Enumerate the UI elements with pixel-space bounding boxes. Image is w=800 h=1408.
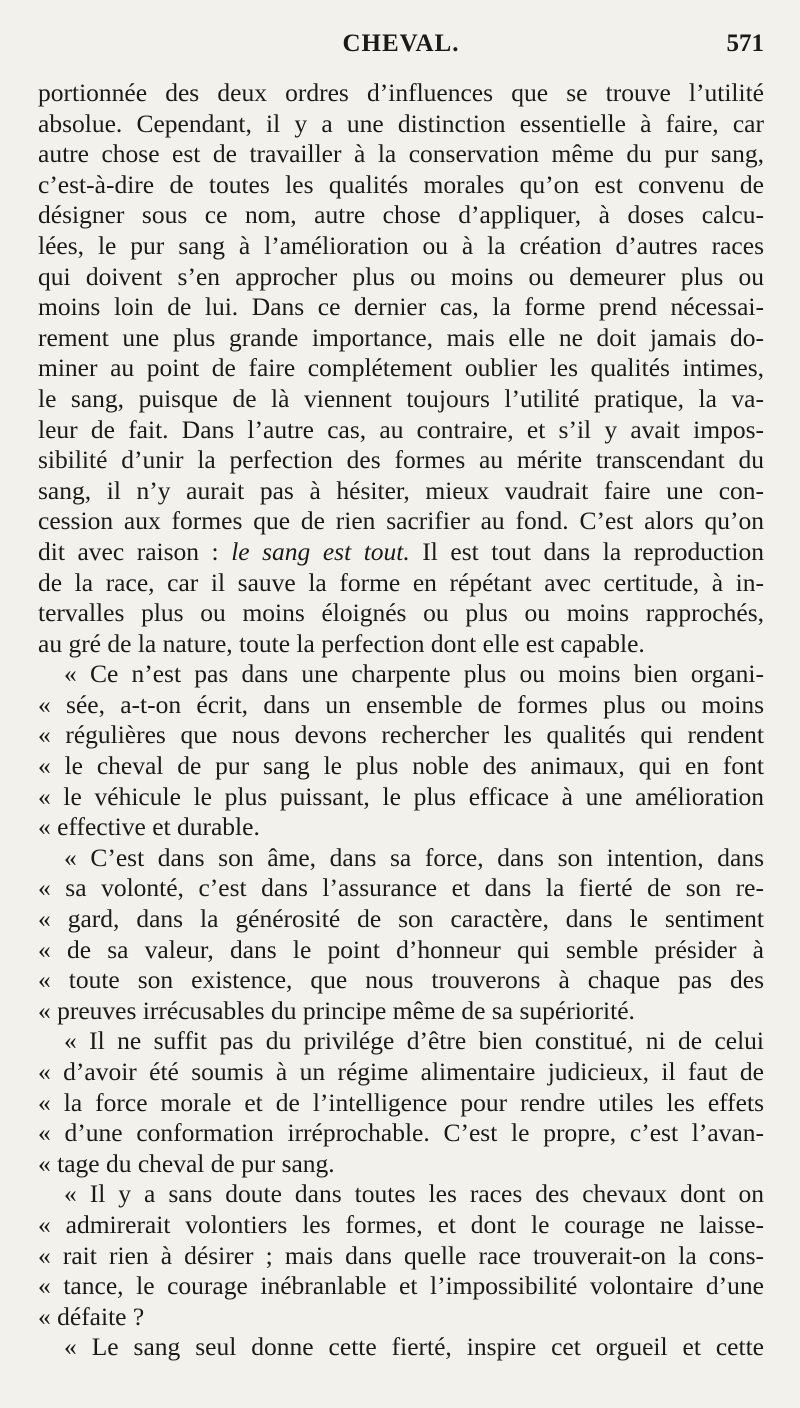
text-line: le sang, puisque de là viennent toujours l’utilité pratique, la va-	[38, 383, 764, 413]
text-line: sang, il n’y aurait pas à hésiter, mieux vaudrait faire une con-	[38, 475, 764, 505]
text-line: « sa volonté, c’est dans l’assurance et dans la fierté de son re-	[38, 873, 764, 903]
page-number: 571	[726, 30, 764, 57]
text-line: « Il y a sans doute dans toutes les races des chevaux dont on	[64, 1179, 764, 1209]
text-line: « le véhicule le plus puissant, le plus efficace à une amélioration	[38, 781, 764, 811]
text-line: « effective et durable.	[38, 812, 260, 842]
text-line: « Le sang seul donne cette fierté, inspire cet orgueil et cette	[64, 1332, 764, 1362]
text-line: moins loin de lui. Dans ce dernier cas, la forme prend nécessai-	[38, 292, 764, 322]
text-line: « de sa valeur, dans le point d’honneur qui semble présider à	[38, 934, 764, 964]
running-header	[38, 30, 764, 64]
text-line: « rait rien à désirer ; mais dans quelle race trouverait-on la cons-	[38, 1240, 764, 1270]
text-line: portionnée des deux ordres d’influences que se trouve l’utilité	[38, 78, 764, 107]
text-line: rement une plus grande importance, mais elle ne doit jamais do-	[38, 322, 764, 352]
text-line: autre chose est de travailler à la conservation même du pur sang,	[38, 139, 764, 169]
text-line: « sée, a-t-on écrit, dans un ensemble de formes plus ou moins	[38, 689, 764, 719]
text-line: cession aux formes que de rien sacrifier au fond. C’est alors qu’on	[38, 506, 764, 536]
text-segment: dit avec raison :	[38, 536, 232, 566]
text-line: « tance, le courage inébranlable et l’impossibilité volontaire d’une	[38, 1271, 764, 1301]
text-line: « Il ne suffit pas du privilége d’être bien constitué, ni de celui	[64, 1026, 764, 1056]
text-line: désigner sous ce nom, autre chose d’appliquer, à doses calcu-	[38, 200, 764, 230]
text-line: « preuves irrécusables du principe même de sa supériorité.	[38, 995, 635, 1025]
text-line: miner au point de faire complétement oublier les qualités intimes,	[38, 353, 764, 383]
text-line: leur de fait. Dans l’autre cas, au contraire, et s’il y avait impos-	[38, 414, 764, 444]
text-line: lées, le pur sang à l’amélioration ou à la création d’autres races	[38, 230, 764, 260]
text-line	[38, 537, 764, 568]
text-line: qui doivent s’en approcher plus ou moins ou demeurer plus ou	[38, 261, 764, 291]
text-line: tervalles plus ou moins éloignés ou plus ou moins rapprochés,	[38, 598, 764, 628]
text-line: « C’est dans son âme, dans sa force, dans son intention, dans	[64, 842, 764, 872]
text-line: « défaite ?	[38, 1301, 145, 1331]
text-line: « d’une conformation irréprochable. C’est le propre, c’est l’avan-	[38, 1118, 764, 1148]
text-line: au gré de la nature, toute la perfection dont elle est capable.	[38, 628, 645, 658]
text-line: « régulières que nous devons rechercher les qualités qui rendent	[38, 720, 764, 750]
text-line: « le cheval de pur sang le plus noble des animaux, qui en font	[38, 751, 764, 781]
text-segment: Il est tout dans la reproduction	[409, 536, 765, 566]
italic-phrase: le sang est tout.	[231, 536, 410, 566]
running-title: CHEVAL.	[342, 30, 460, 57]
text-line: « la force morale et de l’intelligence pour rendre utiles les effets	[38, 1087, 764, 1117]
text-line: sibilité d’unir la perfection des formes au mérite transcendant du	[38, 445, 764, 475]
body-text	[38, 78, 764, 1363]
text-line: « Ce n’est pas dans une charpente plus ou moins bien organi-	[64, 659, 764, 689]
text-line: « toute son existence, que nous trouverons à chaque pas des	[38, 965, 764, 995]
text-line: absolue. Cependant, il y a une distinction essentielle à faire, car	[38, 108, 764, 138]
text-line: « admirerait volontiers les formes, et dont le courage ne laisse-	[38, 1209, 764, 1239]
text-line: « gard, dans la générosité de son caractère, dans le sentiment	[38, 904, 764, 934]
text-line: c’est-à-dire de toutes les qualités morales qu’on est convenu de	[38, 169, 764, 199]
text-line: « d’avoir été soumis à un régime alimentaire judicieux, il faut de	[38, 1057, 764, 1086]
text-line: « tage du cheval de pur sang.	[38, 1148, 335, 1178]
text-line: de la race, car il sauve la forme en répétant avec certitude, à in-	[38, 567, 764, 597]
